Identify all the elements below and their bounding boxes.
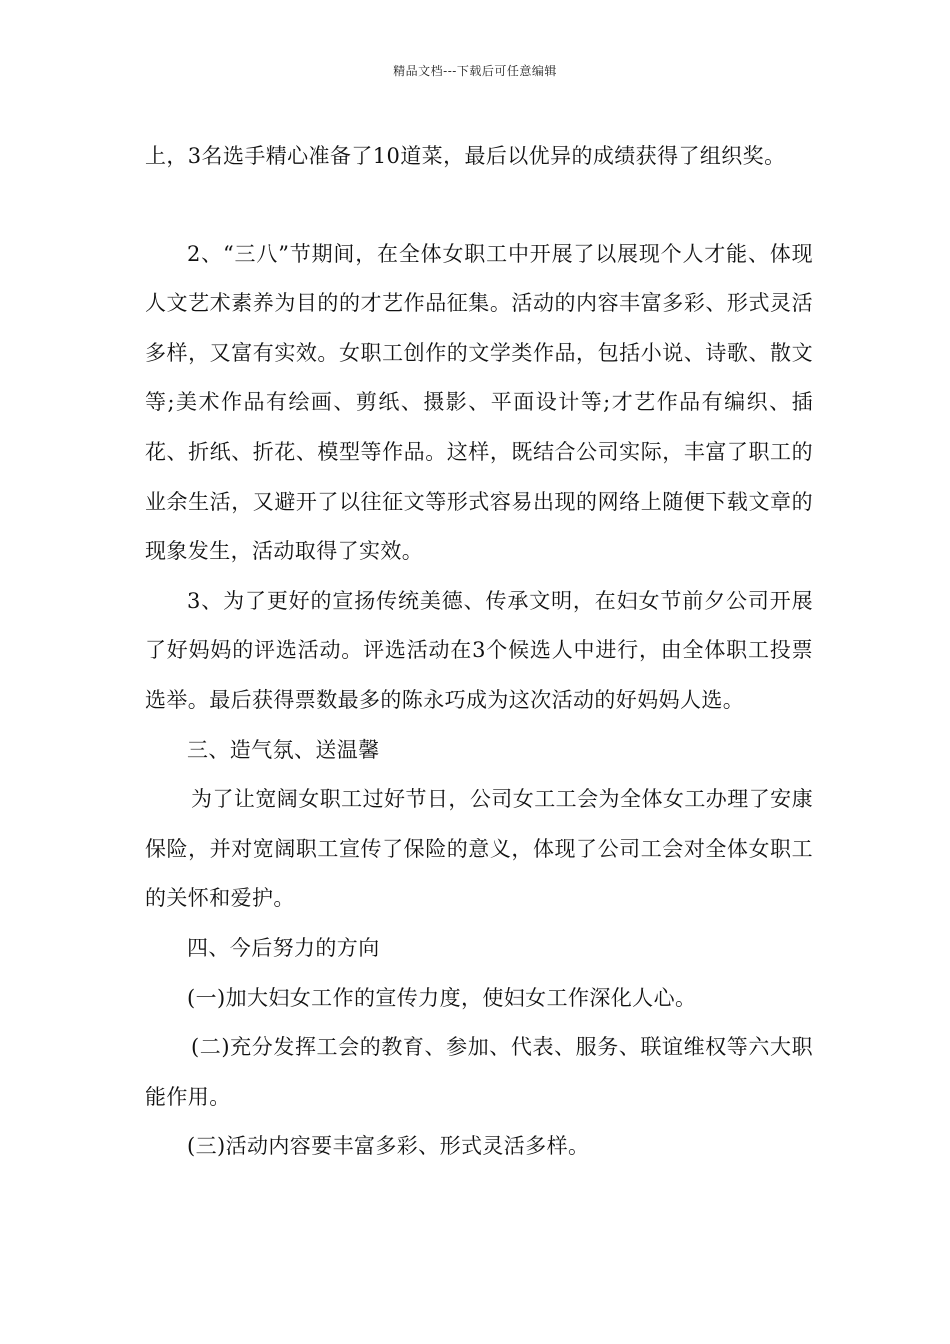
document-body bbox=[145, 132, 813, 1172]
paragraph-insurance: 为了让宽阔女职工过好节日，公司女工工会为全体女工办理了安康保险，并对宽阔职工宣传了保险的意义，体现了公司工会对全体女职工的关怀和爱护。 bbox=[145, 787, 813, 911]
section-heading-three: 三、造气氛、送温馨 bbox=[187, 737, 380, 762]
list-item-two: (二)充分发挥工会的教育、参加、代表、服务、联谊维权等六大职能作用。 bbox=[145, 1035, 813, 1109]
list-item-three: (三)活动内容要丰富多彩、形式灵活多样。 bbox=[187, 1134, 590, 1159]
list-item-one: (一)加大妇女工作的宣传力度，使妇女工作深化人心。 bbox=[187, 985, 697, 1010]
paragraph-talent-collection: 2、“三八”节期间，在全体女职工中开展了以展现个人才能、体现人文艺术素养为目的的才艺作品征集。活动的内容丰富多彩、形式灵活多样，又富有实效。女职工创作的文学类作品，包括小说、诗歌、散文等;美术作品有绘画、剪纸、摄影、平面设计等;才艺作品有编织、插花、折纸、折花、模型等作品。这样，既结合公司实际，丰富了职工的业余生活，又避开了以往征文等形式容易出现的网络上随便下载文章的现象发生，活动取得了实效。 bbox=[145, 241, 813, 564]
page-header: 精品文档---下载后可任意编辑 bbox=[393, 64, 557, 78]
paragraph-continuation: 上，3名选手精心准备了10道菜，最后以优异的成绩获得了组织奖。 bbox=[145, 144, 786, 168]
paragraph-gap bbox=[145, 182, 813, 230]
paragraph-good-mother-selection: 3、为了更好的宣扬传统美德、传承文明，在妇女节前夕公司开展了好妈妈的评选活动。评选活动在3个候选人中进行，由全体职工投票选举。最后获得票数最多的陈永巧成为这次活动的好妈妈人选。 bbox=[145, 588, 813, 712]
section-heading-four: 四、今后努力的方向 bbox=[187, 935, 380, 960]
